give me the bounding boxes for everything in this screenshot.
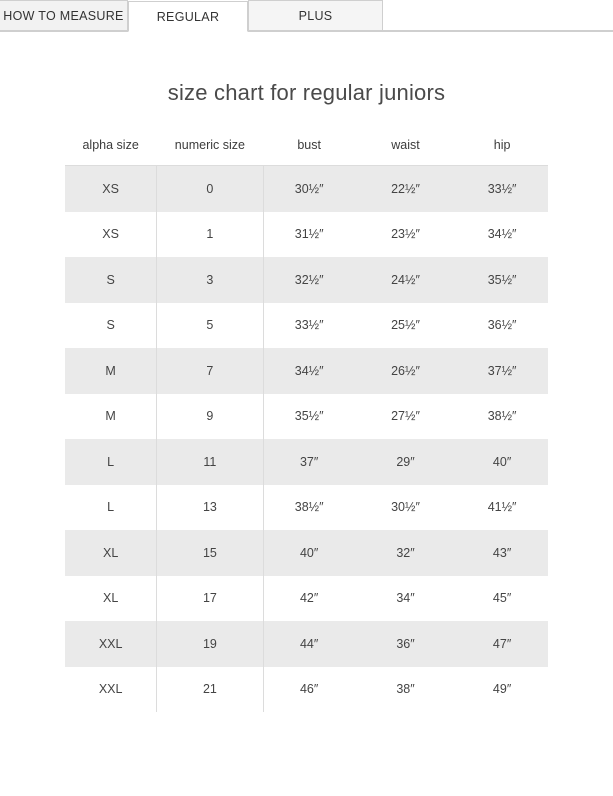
tab-how-to-measure[interactable] [0,0,128,31]
cell-bust: 35½″ [294,409,324,424]
cell-bust: 34½″ [263,348,355,394]
cell-alpha-size: XXL [65,621,157,667]
cell-bust: 38½″ [294,500,324,515]
cell-hip: 34½″ [487,227,517,242]
tab-how-to-measure-label: HOW TO MEASURE [3,9,124,23]
cell-hip: 47″ [456,621,548,667]
cell-waist: 36″ [355,621,456,667]
cell-bust: 44″ [263,621,355,667]
cell-alpha-size: XXL [98,682,123,697]
cell-alpha-size: S [65,257,157,303]
cell-waist: 24½″ [355,257,456,303]
column-header-alpha-size: alpha size [65,132,157,166]
cell-hip: 35½″ [456,257,548,303]
table-row [65,348,548,394]
cell-bust: 31½″ [294,227,324,242]
cell-numeric-size: 17 [157,576,263,622]
cell-numeric-size: 5 [157,303,263,349]
size-chart-table [65,132,548,712]
cell-alpha-size: S [106,318,115,333]
cell-bust: 37″ [263,439,355,485]
cell-bust: 32½″ [263,257,355,303]
table-row [65,530,548,576]
cell-hip: 41½″ [487,500,517,515]
table-row [65,394,548,440]
cell-alpha-size: XS [102,227,119,242]
table-row [65,485,548,531]
cell-bust: 46″ [299,682,319,697]
cell-hip: 38½″ [487,409,517,424]
column-header-bust: bust [263,132,355,166]
cell-hip: 37½″ [456,348,548,394]
cell-alpha-size: XL [65,530,157,576]
cell-numeric-size: 3 [157,257,263,303]
cell-waist: 22½″ [355,166,456,212]
cell-bust: 40″ [263,530,355,576]
cell-waist: 25½″ [391,318,420,333]
cell-waist: 38″ [396,682,415,697]
size-chart-body [65,166,548,713]
size-chart-head [65,132,548,166]
cell-alpha-size: XS [65,166,157,212]
cell-bust: 30½″ [263,166,355,212]
column-header-numeric-size: numeric size [157,132,263,166]
cell-waist: 26½″ [355,348,456,394]
cell-bust: 42″ [299,591,319,606]
cell-numeric-size: 0 [157,166,263,212]
cell-numeric-size: 21 [157,667,263,713]
tab-plus[interactable] [248,0,383,31]
table-row [65,439,548,485]
table-row [65,166,548,212]
cell-waist: 32″ [355,530,456,576]
tab-regular-label: REGULAR [156,10,220,24]
cell-hip: 45″ [492,591,512,606]
table-row [65,257,548,303]
cell-numeric-size: 15 [157,530,263,576]
cell-numeric-size: 19 [157,621,263,667]
table-header-row [65,132,548,166]
size-chart-container [0,132,613,712]
page-title: size chart for regular juniors [167,80,446,105]
table-row [65,621,548,667]
cell-numeric-size: 7 [157,348,263,394]
tab-bar-filler [383,0,613,31]
cell-numeric-size: 9 [157,394,263,440]
cell-waist: 27½″ [391,409,420,424]
table-row [65,212,548,258]
tab-bar [0,0,613,32]
cell-hip: 43″ [456,530,548,576]
table-row [65,303,548,349]
table-row [65,667,548,713]
cell-waist: 23½″ [391,227,420,242]
cell-alpha-size: M [65,348,157,394]
cell-alpha-size: XL [102,591,119,606]
cell-waist: 34″ [396,591,415,606]
cell-hip: 36½″ [487,318,517,333]
column-header-waist: waist [355,132,456,166]
cell-numeric-size: 11 [157,439,263,485]
cell-numeric-size: 1 [157,212,263,258]
column-header-hip: hip [456,132,548,166]
cell-hip: 49″ [492,682,512,697]
cell-alpha-size: L [107,500,115,515]
table-row [65,576,548,622]
cell-bust: 33½″ [294,318,324,333]
tab-plus-label: PLUS [298,9,333,23]
cell-hip: 33½″ [456,166,548,212]
cell-waist: 30½″ [391,500,420,515]
tab-regular[interactable] [128,1,248,32]
cell-numeric-size: 13 [157,485,263,531]
cell-hip: 40″ [456,439,548,485]
cell-alpha-size: L [65,439,157,485]
cell-waist: 29″ [355,439,456,485]
cell-alpha-size: M [105,409,116,424]
